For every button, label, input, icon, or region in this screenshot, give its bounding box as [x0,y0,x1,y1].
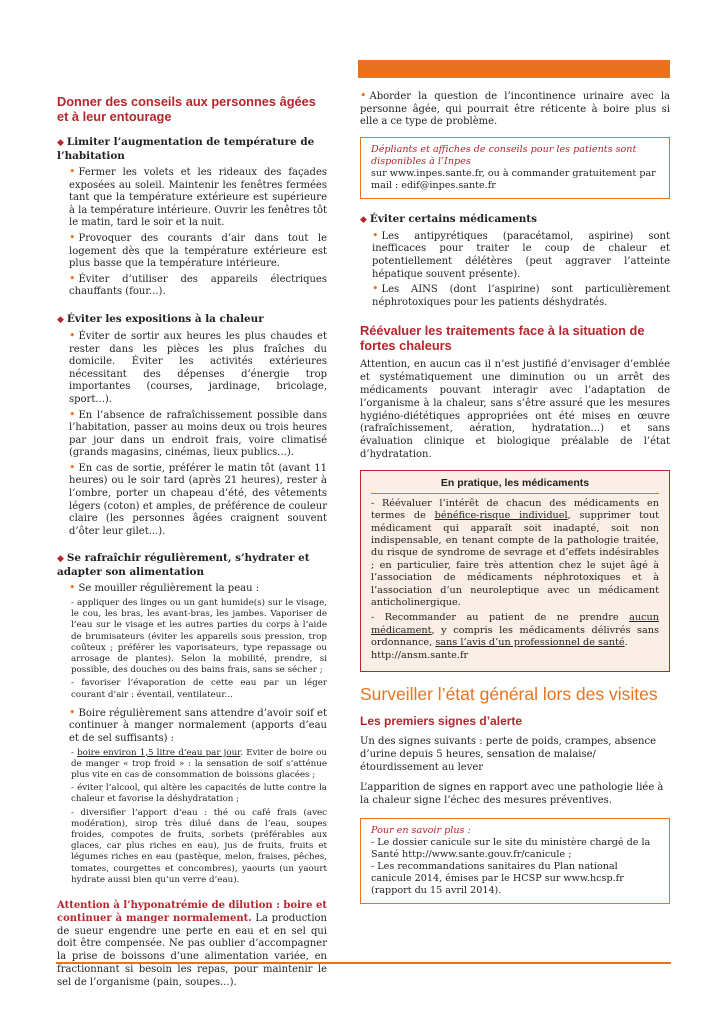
diamond-icon: ◆ [57,554,64,565]
bullet-icon: • [372,228,379,242]
footer-accent-line [56,962,671,964]
section-heading-treatments: Réévaluer les traitements face à la situation de fortes chaleurs [360,323,645,354]
bullet-icon: • [69,165,76,178]
block-title: Éviter certains médicaments [369,212,537,225]
block-title: Éviter les expositions à la chaleur [66,312,264,325]
attention-paragraph: Attention à l’hyponatrémie de dilution : boire et continuer à manger normalement. La production de sueur engendre une perte en eau et en sel qui doit être compensée. Ne pas oublier d’accompagner la prise de boissons d’une alimentation variée, en fractionnant si besoin les repas, pour maintenir le sel de l’organisme (pain, soupes...). [57,900,327,988]
block-avoid-drugs [360,213,670,310]
signs-paragraph: Un des signes suivants : perte de poids, crampes, absence d’urine depuis 5 heures, sensation de malaise/étourdissement au lever [360,736,657,773]
inpes-info-box: Dépliants et affiches de conseils pour les patients sont disponibles à l’Inpes sur www.inpes.sante.fr, ou à commander gratuitement par mail : edif@inpes.sante.fr [360,137,670,199]
failure-paragraph: L’apparition de signes en rapport avec une pathologie liée à la chaleur signe l’échec des mesures préventives. [360,782,664,807]
sub-item: - favoriser l’évaporation de cette eau par un léger courant d’air : éventail, ventilateur... [71,678,327,700]
diamond-icon: ◆ [360,214,367,225]
block-limit-temperature [57,136,327,299]
list-item: • Provoquer des courants d’air dans tout le logement dès que la température extérieure est plus basse que la température intérieure. [69,230,327,270]
list-item: • Éviter d’utiliser des appareils électriques chauffants (four...). [69,271,327,298]
block-title: Se rafraîchir régulièrement, s’hydrater et adapter son alimentation [57,552,310,579]
more-info-box [360,818,670,904]
bullet-icon: • [372,282,379,296]
list-item: • Les AINS (dont l’aspirine) sont particulièrement néphrotoxiques pour les patients déshydratés. [372,282,670,308]
list-item: • Les antipyrétiques (paracétamol, aspirine) sont inefficaces pour traiter le coup de chaleur et potentiellement délétères (peut aggraver l’atteinte hépatique souvent présente). [372,228,670,280]
bullet-icon: • [360,89,367,102]
bullet-icon: • [69,230,76,244]
bullet-icon: • [69,407,76,421]
diamond-icon: ◆ [57,138,64,148]
more-info-title: Pour en savoir plus : [371,824,471,836]
sub-item: - appliquer des linges ou un gant humide(s) sur le visage, le cou, les bras, les avant-bras, les jambes. Vaporiser de l’eau sur le visage et les autres parties du corps à l’aide de brumisateurs (éviter les appareils sous pression, trop coûteux ; préférer les vaporisateurs, type repassage ou arrosage de plantes). Selon la mobilité, prendre, si possible, des douches ou des bains frais, sans se sécher ; [71,598,327,676]
left-column [57,94,327,998]
practice-box: En pratique, les médicaments - Réévaluer l’intérêt de chacun des médicaments en termes de bénéfice-risque individuel, supprimer tout médicament qui apparaît soit inadapté, soit non indispensable, en tenant compte de la pathologie traitée, du risque de syndrome de sevrage et d’effets indésirables ; en particulier, faire très attention chez le sujet âgé à l’association de médicaments néphrotoxiques et à l’association d’un neuroleptique avec un médicament anticholinergique. - Recommander au patient de ne prendre aucun médicament, y compris les médicaments délivrés sans ordonnance, sans l’avis d’un professionnel de santé. http://ansm.sante.fr [360,470,670,672]
block-hydrate [57,552,327,886]
diamond-icon: ◆ [57,314,64,325]
right-column [360,90,670,918]
more-info-item: - Le dossier canicule sur le site du ministère chargé de la Santé http://www.sante.gouv.fr/canicule ; [371,836,651,860]
bullet-icon: • [69,271,76,285]
bullet-icon: • [69,581,76,595]
sub-item: - boire environ 1,5 litre d’eau par jour. Eviter de boire ou de manger « trop froid » : la sensation de soif s’atténue plus vite en cas de consommation de boissons glacées ; [71,747,328,781]
practice-box-title: En pratique, les médicaments [371,477,659,494]
sub-item: - éviter l’alcool, qui altère les capacités de lutte contre la chaleur et favorise la déshydratation ; [71,783,327,805]
list-item: • Éviter de sortir aux heures les plus chaudes et rester dans les pièces les plus fraîches du domicile. Éviter les activités extérieures nécessitant des dépenses d’énergie trop importantes (courses, jardinage, bricolage, sport...). [69,328,327,405]
sub-item: - diversifier l’apport d’eau : thé ou café frais (avec modération), sirop très dilué dans de l’eau, soupes froides, compotes de fruits, sorbets (préférables aux glaces, car plus riches en eau), jus de fruits, fruits et légumes riches en eau (pastèque, melon, fraises, pêches, tomates, courgettes et concombres), yaourts (un yaourt hydrate aussi bien qu’un verre d’eau). [71,807,327,885]
list-item: • Aborder la question de l’incontinence urinaire avec la personne âgée, qui pourrait être réticente à boire plus si elle a ce type de problème. [360,89,670,128]
section-heading-advice: Donner des conseils aux personnes âgées et à leur entourage [57,94,316,124]
list-item: • Boire régulièrement sans attendre d’avoir soif et continuer à manger normalement (apports d’eau et de sel suffisants) : [69,705,327,745]
block-title: Limiter l’augmentation de température de l’habitation [57,136,315,162]
bullet-icon: • [69,328,76,342]
big-heading-monitor: Surveiller l’état général lors des visites [360,684,658,704]
treatments-paragraph: Attention, en aucun cas il n’est justifié d’envisager d’emblée et systématiquement une diminution ou un arrêt des médicaments pouvant interagir avec l’adaptation de l’organisme à la chaleur, sans s’être assuré que les mesures hygiéno-diététiques appropriées ont été mises en œuvre (rafraîchissement, aération, hydratation...) et sans évaluation clinique et biologique préalable de l’état d’hydratation. [360,359,670,460]
list-item: • En l’absence de rafraîchissement possible dans l’habitation, passer au moins deux ou trois heures par jour dans un endroit frais, voire climatisé (grands magasins, cinémas, lieux publics...). [69,407,327,459]
block-avoid-heat [57,313,327,539]
bullet-icon: • [69,460,76,474]
more-info-item: - Les recommandations sanitaires du Plan national canicule 2014, émises par le HCSP sur www.hcsp.fr (rapport du 15 avril 2014). [371,860,624,896]
list-item: • Se mouiller régulièrement la peau : [69,581,260,595]
bullet-icon: • [69,705,76,719]
ansm-link[interactable]: http://ansm.sante.fr [371,649,469,661]
list-item: • En cas de sortie, préférer le matin tôt (avant 11 heures) ou le soir tard (après 21 heures), rester à l’ombre, porter un chapeau d’été, des vêtements légers (coton) et amples, de préférence de couleur claire (les personnes âgées craignent souvent d’ôter leur gilet...). [69,460,327,537]
header-accent-bar [358,60,670,78]
list-item: • Fermer les volets et les rideaux des façades exposées au soleil. Maintenir les fenêtres fermées tant que la température extérieure est supérieure à la température intérieure. Ouvrir les fenêtres tôt le matin, tard le soir et la nuit. [69,165,327,229]
subheading-alert-signs: Les premiers signes d’alerte [360,714,523,728]
